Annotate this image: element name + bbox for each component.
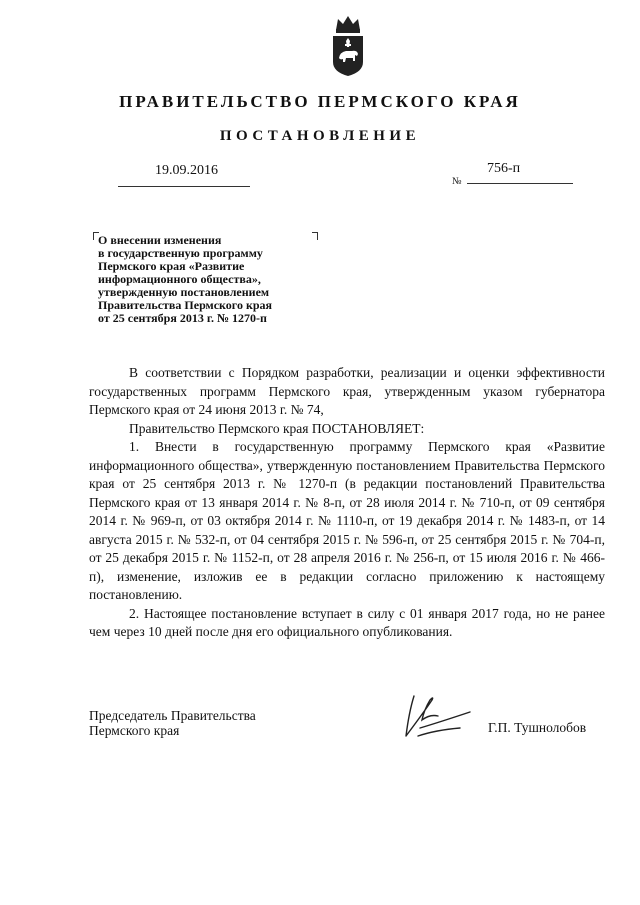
preamble-paragraph: В соответствии с Порядком разработки, реализации и оценки эффективности государственных программ Пермского края, утвержденным указом губернатора Пермского края от 24 июня 2013 г. № 74, [89,365,605,417]
item-2-paragraph: 2. Настоящее постановление вступает в силу с 01 января 2017 года, но не ранее чем через 10 дней после дня его официального опубликования. [89,605,605,639]
subject-line: от 25 сентября 2013 г. № 1270-п [98,311,267,325]
signatory-position-line: Председатель Правительства [89,708,256,723]
signatory-position-line: Пермского края [89,723,180,738]
subject-line: Пермского края «Развитие [98,259,245,273]
subject-line: информационного общества», [98,272,261,286]
government-title: ПРАВИТЕЛЬСТВО ПЕРМСКОГО КРАЯ [119,92,521,111]
signatory-name: Г.П. Тушнолобов [488,720,587,735]
number-underline [467,183,573,184]
subject-line: утвержденную постановлением [98,285,270,299]
document-subject [98,234,313,325]
document-body [89,364,605,642]
document-number: 756-п [487,161,521,176]
date-underline [118,186,250,187]
item-1-paragraph: 1. Внести в государственную программу Пермского края «Развитие информационного общества», утвержденную постановлением Правительства Пермского края от 25 сентября 2013 г. № 1270-п (в редакции постановлений Правительства Пермского края от 13 января 2014 г. № 8-п, от 28 июля 2014 г. № 710-п, от 09 сентября 2014 г. № 969-п, от 03 октября 2014 г. № 1110-п, от 19 декабря 2014 г. № 1483-п, от 14 августа 2015 г. № 532-п, от 04 сентября 2015 г. № 596-п, от 25 сентября 2015 г. № 704-п, от 25 декабря 2015 г. № 1152-п, от 28 апреля 2016 г. № 256-п, от 15 июля 2016 г. № 466-п), изменение, изложив ее в редакции согласно приложению к настоящему постановлению. [89,439,605,602]
subject-line: Правительства Пермского края [98,298,273,312]
subject-line: в государственную программу [98,246,263,260]
handwritten-signature [400,692,482,742]
subject-line: О внесении изменения [98,233,222,247]
document-type: ПОСТАНОВЛЕНИЕ [219,128,421,144]
number-prefix: № [452,176,462,187]
document-date: 19.09.2016 [155,163,218,178]
resolves-paragraph: Правительство Пермского края ПОСТАНОВЛЯЕТ: [129,420,425,436]
signatory-position [89,708,256,738]
coat-of-arms-icon [327,14,369,78]
